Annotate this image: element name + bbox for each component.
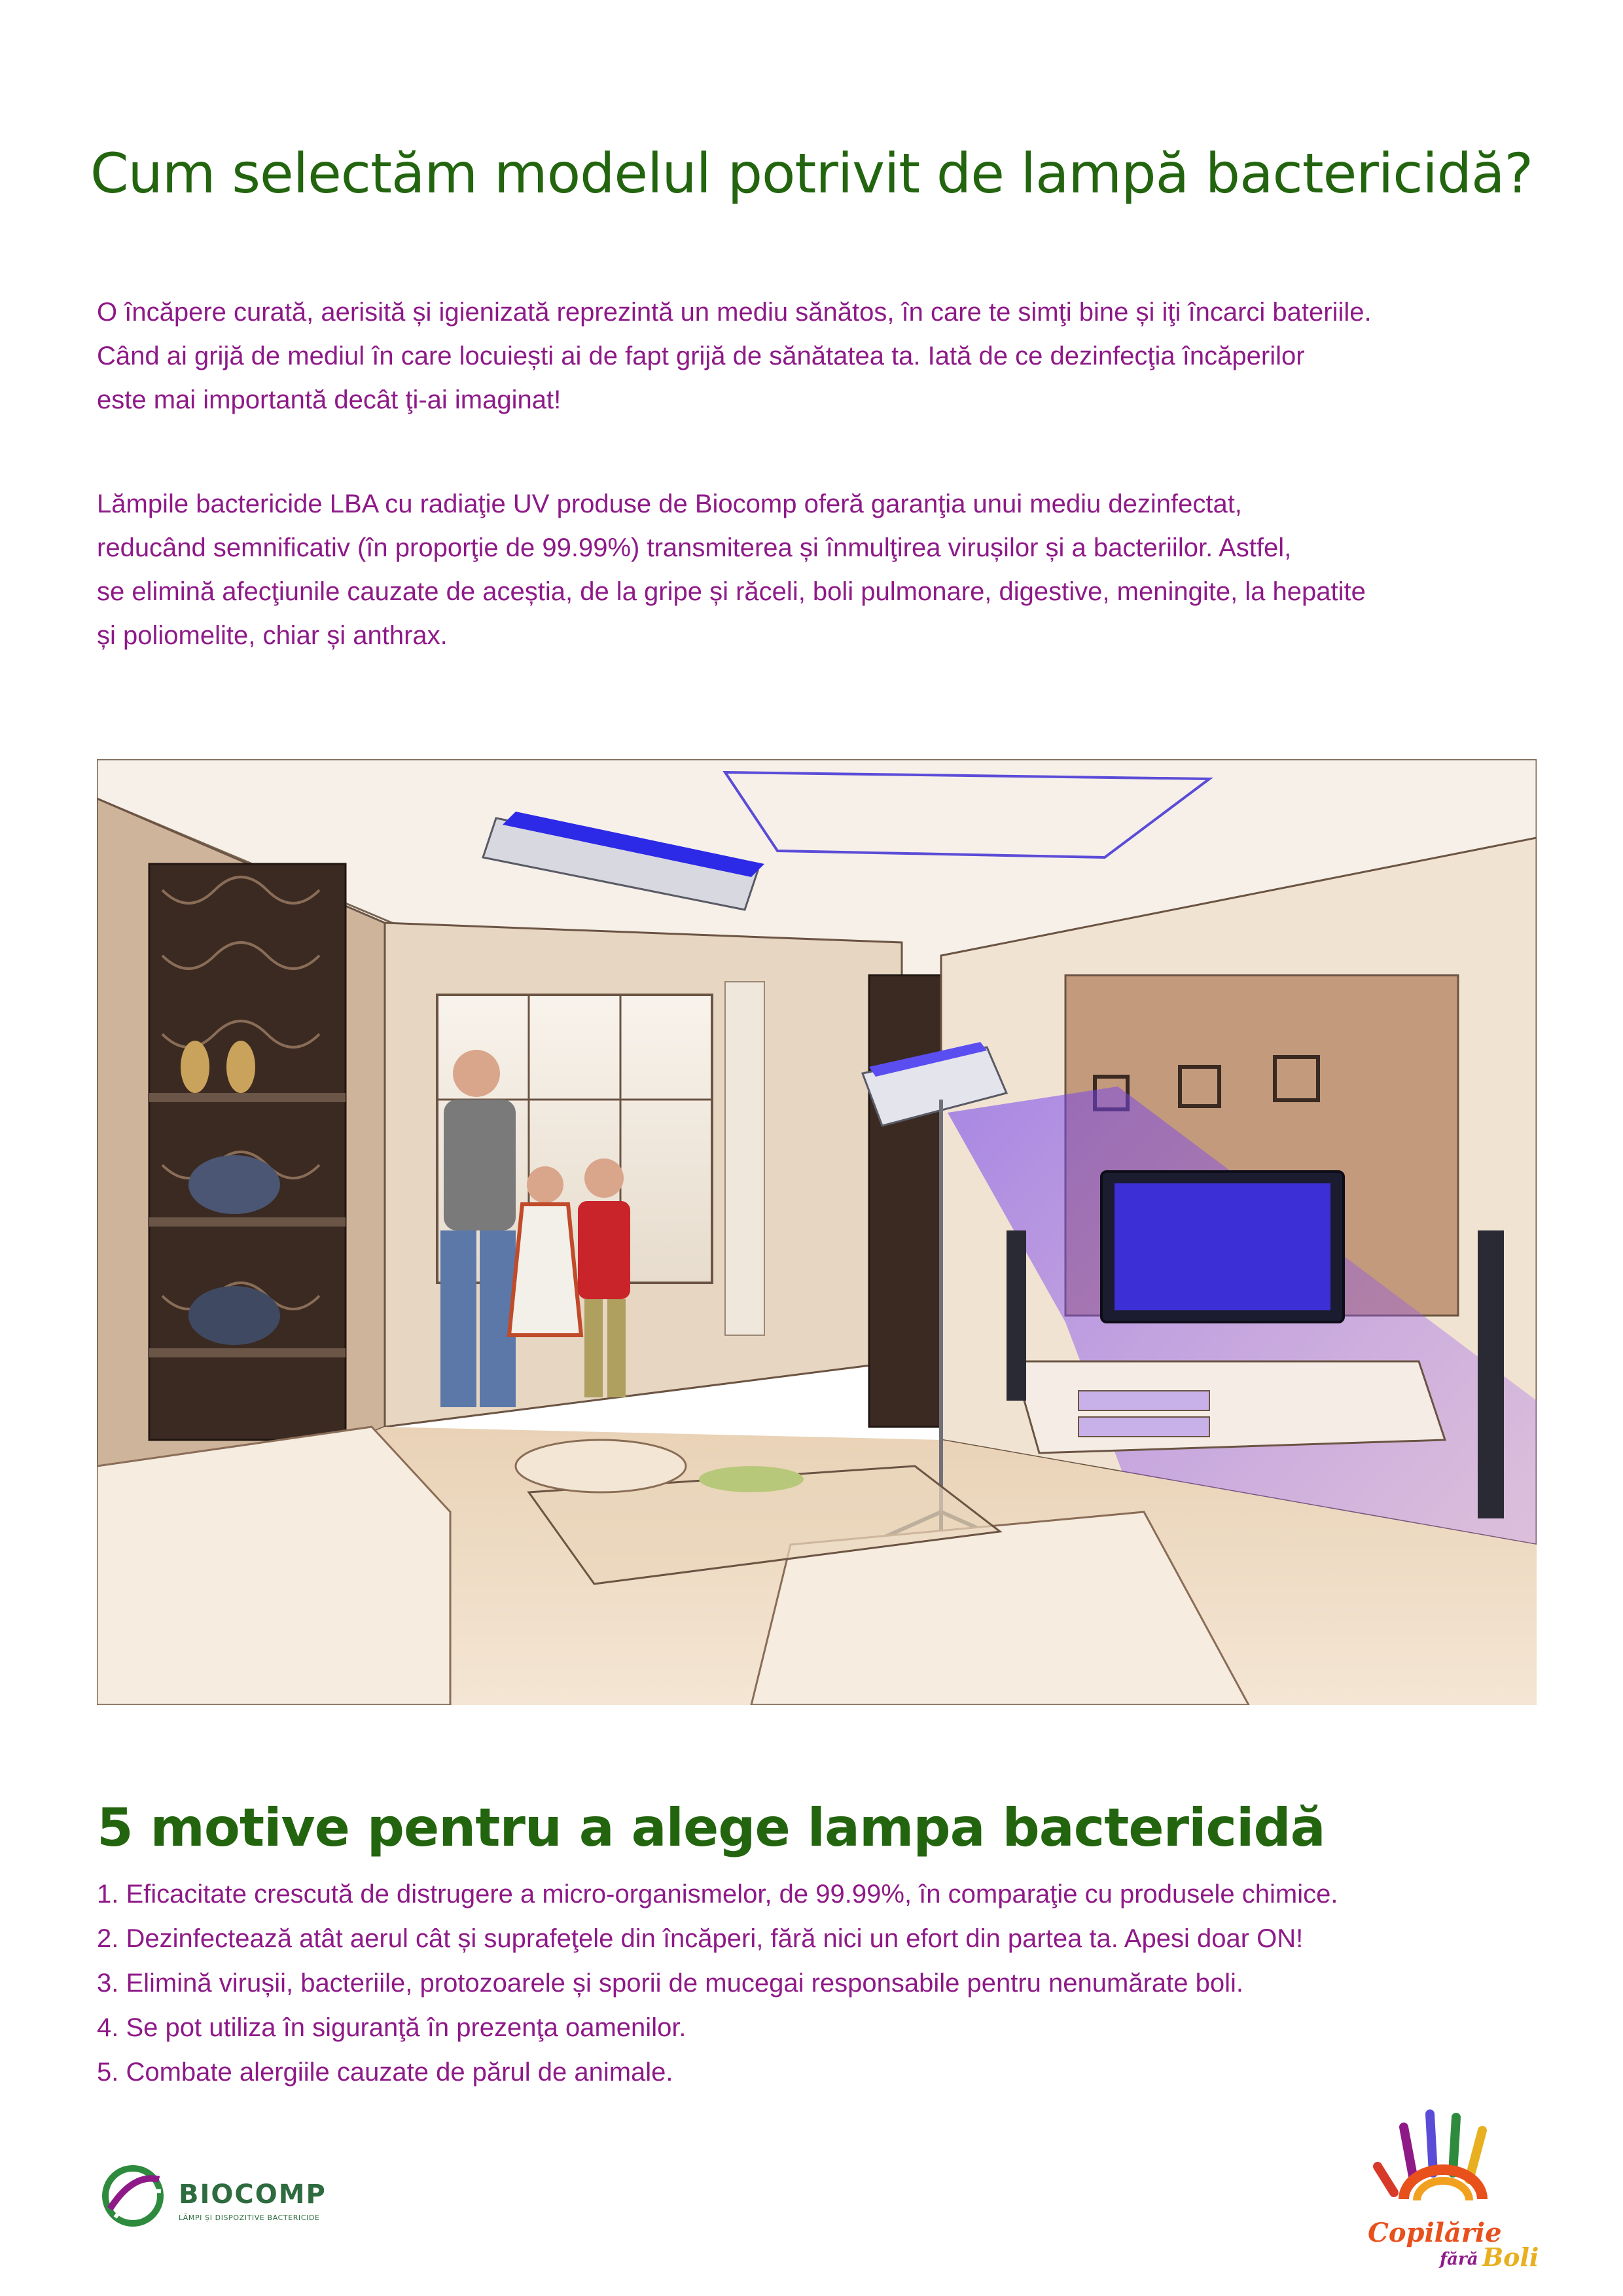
reasons-list: [97, 1872, 1537, 2094]
intro-line: este mai importantă decât ţi-ai imaginat!: [97, 386, 562, 414]
fara-text: fără: [1440, 2250, 1478, 2269]
biocomp-tagline: LĂMPI ȘI DISPOZITIVE BACTERICIDE: [179, 2214, 320, 2222]
intro-paragraph-1: [97, 291, 1537, 422]
living-room-illustration: [97, 759, 1537, 1705]
biocomp-logo: [97, 2160, 359, 2232]
reason-item: 4. Se pot utiliza în siguranţă în prezenţa oamenilor.: [97, 2013, 687, 2042]
biocomp-brand-name: BIOCOMP: [179, 2179, 327, 2210]
reason-item: 3. Elimină virușii, bacteriile, protozoarele și sporii de mucegai responsabile pentru nenumărate boli.: [97, 1969, 1244, 1998]
intro-line: O încăpere curată, aerisită și igienizată reprezintă un mediu sănătos, în care te simţi bine și iţi încarci bateriile.: [97, 298, 1372, 327]
intro-paragraph-2: [97, 482, 1537, 658]
reason-item: 1. Eficacitate crescută de distrugere a micro-organismelor, de 99.99%, în comparaţie cu produsele chimice.: [97, 1880, 1338, 1909]
reason-item: 2. Dezinfectează atât aerul cât și suprafeţele din încăperi, fără nici un efort din partea ta. Apesi doar ON!: [97, 1924, 1304, 1953]
hand-logo-icon: [1342, 2101, 1558, 2271]
copilarie-text: Copilărie: [1368, 2217, 1502, 2248]
intro-line: se elimină afecţiunile cauzate de aceștia, de la gripe și răceli, boli pulmonare, digestive, meningite, la hepatite: [97, 577, 1366, 606]
intro-line: Lămpile bactericide LBA cu radiaţie UV produse de Biocomp oferă garanţia unui mediu dezinfectat,: [97, 490, 1242, 518]
intro-line: Când ai grijă de mediul în care locuiești ai de fapt grijă de sănătatea ta. Iată de ce dezinfecţia încăperilor: [97, 342, 1305, 370]
intro-line: reducând semnificativ (în proporţie de 99.99%) transmiterea și înmulţirea virușilor și a bacteriilor. Astfel,: [97, 533, 1292, 562]
reason-item: 5. Combate alergiile cauzate de părul de animale.: [97, 2058, 673, 2087]
page-title: Cum selectăm modelul potrivit de lampă bactericidă?: [90, 141, 1533, 206]
copilarie-fara-boli-logo: [1342, 2101, 1558, 2271]
boli-text: Boli: [1482, 2242, 1539, 2271]
biocomp-mark-icon: [97, 2160, 169, 2232]
reasons-heading: 5 motive pentru a alege lampa bactericidă: [97, 1797, 1325, 1859]
intro-line: și poliomelite, chiar și anthrax.: [97, 621, 448, 650]
